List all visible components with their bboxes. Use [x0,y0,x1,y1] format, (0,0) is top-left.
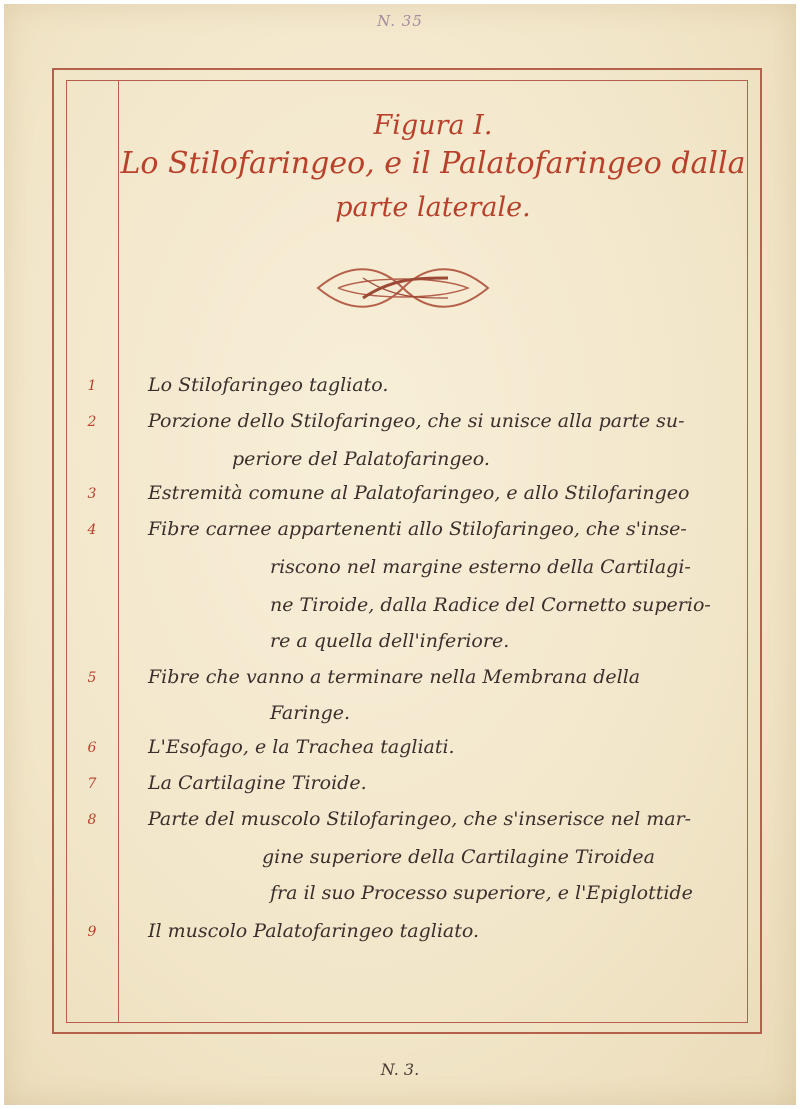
entry-number: 3 [87,486,97,502]
entry-line: Parte del muscolo Stilofaringeo, che s'inserisce nel mar- [148,808,692,830]
entry-line: La Cartilagine Tiroide. [148,772,367,794]
entry-line: ne Tiroide, dalla Radice del Cornetto superio- [270,594,711,616]
title-figure: Figura I. [373,110,493,141]
entry-number: 7 [87,776,97,792]
entry-number: 5 [87,670,97,686]
entry-line: Il muscolo Palatofaringeo tagliato. [148,920,480,942]
entry-line: gine superiore della Cartilagine Tiroidea [262,846,655,868]
entry-line: Lo Stilofaringeo tagliato. [148,374,389,396]
entry-line: Fibre carnee appartenenti allo Stilofaringeo, che s'inse- [148,518,687,540]
entry-number: 4 [87,522,97,538]
entry-line: periore del Palatofaringeo. [232,448,490,470]
title-subject-continued: parte laterale. [335,192,531,223]
entry-line: L'Esofago, e la Trachea tagliati. [148,736,455,758]
entry-line: fra il suo Processo superiore, e l'Epiglottide [270,882,693,904]
entry-line: Estremità comune al Palatofaringeo, e allo Stilofaringeo [148,482,690,504]
bottom-page-number: N. 3. [380,1060,420,1079]
entry-line: re a quella dell'inferiore. [270,630,510,652]
entry-line: Fibre che vanno a terminare nella Membrana della [148,666,641,688]
entry-line: Porzione dello Stilofaringeo, che si unisce alla parte su- [148,410,685,432]
calligraphic-flourish [308,258,498,318]
entry-number: 6 [87,740,97,756]
title-subject: Lo Stilofaringeo, e il Palatofaringeo dalla [120,146,746,181]
entry-number: 1 [87,378,97,394]
top-page-number: N. 35 [377,12,423,30]
entry-number: 9 [87,924,97,940]
entry-line: Faringe. [270,702,351,724]
entry-number: 2 [87,414,97,430]
entry-number: 8 [87,812,97,828]
entry-line: riscono nel margine esterno della Cartilagi- [270,556,691,578]
